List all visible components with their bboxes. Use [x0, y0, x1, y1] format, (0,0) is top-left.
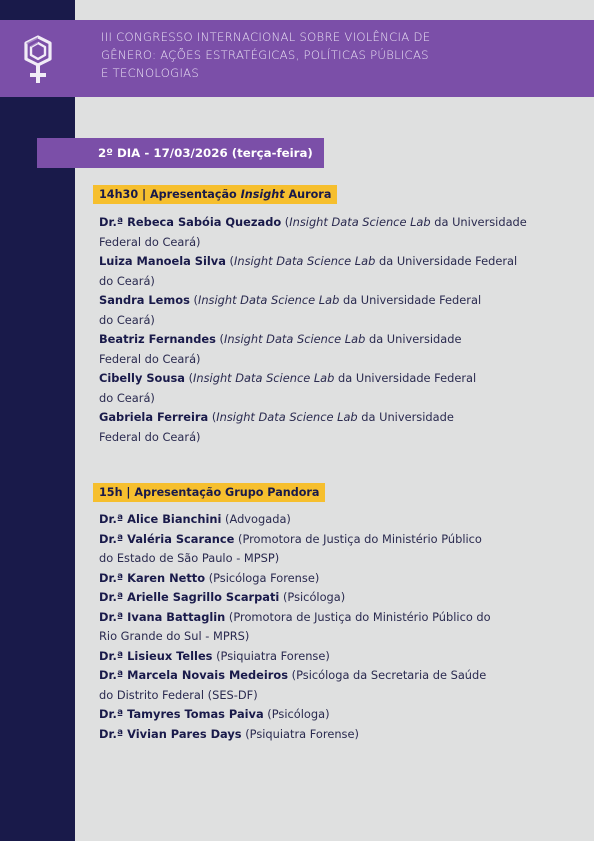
speaker-name: Gabriela Ferreira — [99, 410, 209, 424]
speaker-paren: ( — [215, 332, 224, 346]
speaker-affiliation: (Psicóloga Forense) — [205, 570, 320, 585]
speaker-entry — [99, 291, 544, 330]
speaker-affiliation: (Psiquiatra Forense) — [241, 726, 359, 741]
speaker-name: Dr.ª Karen Netto — [99, 570, 206, 585]
speaker-affiliation: da Universidade Federal — [334, 371, 477, 385]
speaker-entry — [99, 369, 544, 408]
speaker-entry — [99, 588, 544, 608]
speaker-affiliation-cont: Federal do Ceará) — [99, 234, 201, 249]
speaker-name: Dr.ª Valéria Scarance — [99, 531, 235, 546]
speaker-affiliation: (Psicóloga da Secretaria de Saúde — [288, 668, 487, 682]
speaker-line — [99, 608, 544, 628]
speaker-entry — [99, 530, 544, 569]
speaker-lab: Insight Data Science Lab — [197, 293, 340, 307]
speaker-line — [99, 666, 544, 686]
speaker-affiliation: (Advogada) — [221, 512, 291, 526]
speaker-entry — [99, 330, 544, 369]
speaker-line — [99, 252, 544, 272]
speaker-line — [99, 647, 544, 667]
speaker-lab: Insight Data Science Lab — [289, 215, 431, 229]
speaker-lab: Insight Data Science Lab — [216, 410, 358, 424]
speaker-name: Dr.ª Rebeca Sabóia Quezado — [99, 215, 282, 229]
speaker-line — [99, 588, 544, 608]
speaker-line — [99, 705, 544, 725]
speaker-line — [99, 369, 544, 389]
speaker-name: Sandra Lemos — [99, 293, 190, 307]
speaker-name: Luiza Manoela Silva — [99, 254, 226, 268]
speaker-affiliation: da Universidade — [357, 410, 454, 424]
day-banner: 2º DIA - 17/03/2026 (terça-feira) — [37, 138, 324, 168]
speaker-affiliation-cont: do Ceará) — [99, 390, 155, 405]
event-title-line: GÊNERO: AÇÕES ESTRATÉGICAS, POLÍTICAS PÚBLICAS — [101, 48, 429, 62]
speaker-lab: Insight Data Science Lab — [193, 371, 335, 385]
speaker-entry — [99, 666, 544, 705]
session-tag-italic: Insight — [240, 188, 285, 201]
speaker-affiliation: (Psicóloga) — [263, 707, 330, 721]
speaker-affiliation-cont: do Ceará) — [99, 312, 155, 327]
speaker-entry — [99, 705, 544, 725]
speaker-lab: Insight Data Science Lab — [234, 254, 376, 268]
speaker-line — [99, 725, 544, 745]
speaker-affiliation-cont: Federal do Ceará) — [99, 429, 201, 444]
speaker-paren: ( — [189, 293, 198, 307]
speaker-line — [99, 291, 544, 311]
speaker-affiliation: (Psiquiatra Forense) — [212, 648, 330, 663]
event-title-line: E TECNOLOGIAS — [101, 66, 200, 80]
speaker-name: Dr.ª Marcela Novais Medeiros — [99, 668, 289, 682]
speaker-paren: ( — [281, 215, 290, 229]
speaker-affiliation-cont: do Distrito Federal (SES-DF) — [99, 687, 258, 702]
speaker-affiliation-cont: do Estado de São Paulo - MPSP) — [99, 551, 280, 565]
speaker-name: Beatriz Fernandes — [99, 332, 216, 346]
speaker-line — [99, 569, 544, 589]
speaker-lab: Insight Data Science Lab — [223, 332, 366, 346]
session-tag-text: 14h30 | Apresentação — [99, 188, 241, 201]
speaker-affiliation: da Universidade Federal — [375, 254, 518, 268]
event-title — [101, 28, 501, 82]
session-tag-pandora: 15h | Apresentação Grupo Pandora — [93, 483, 325, 502]
speaker-entry — [99, 252, 544, 291]
speaker-name: Dr.ª Arielle Sagrillo Scarpati — [99, 590, 280, 604]
speaker-affiliation: (Psicóloga) — [279, 590, 346, 604]
speaker-line — [99, 530, 544, 550]
speaker-paren: ( — [208, 410, 217, 424]
speaker-entry — [99, 725, 544, 745]
speaker-affiliation: (Promotora de Justiça do Ministério Público — [234, 531, 482, 546]
speaker-affiliation: da Universidade — [430, 215, 527, 229]
sidebar-strip — [0, 0, 75, 841]
speaker-entry — [99, 647, 544, 667]
speaker-line — [99, 510, 544, 530]
speaker-name: Dr.ª Tamyres Tomas Paiva — [99, 707, 264, 721]
speaker-line — [99, 213, 544, 233]
speaker-entry — [99, 569, 544, 589]
speaker-paren: ( — [225, 254, 234, 268]
speaker-entry — [99, 608, 544, 647]
venus-symbol-icon — [18, 34, 58, 86]
session-tag-aurora — [93, 185, 337, 204]
speaker-name: Dr.ª Alice Bianchini — [99, 512, 222, 526]
speaker-paren: ( — [184, 371, 194, 385]
speaker-affiliation: da Universidade — [365, 332, 462, 346]
speaker-affiliation: (Promotora de Justiça do Ministério Público do — [225, 609, 491, 624]
speaker-line — [99, 330, 544, 350]
speaker-name: Dr.ª Lisieux Telles — [99, 648, 213, 663]
speaker-name: Cibelly Sousa — [99, 371, 185, 385]
speaker-list-aurora — [99, 213, 544, 447]
speaker-line — [99, 408, 544, 428]
speaker-name: Dr.ª Ivana Battaglin — [99, 609, 226, 624]
speaker-entry — [99, 408, 544, 447]
speaker-affiliation-cont: Federal do Ceará) — [99, 351, 201, 366]
event-title-line: III CONGRESSO INTERNACIONAL SOBRE VIOLÊNCIA DE — [101, 30, 431, 44]
speaker-entry — [99, 213, 544, 252]
speaker-entry — [99, 510, 544, 530]
session-tag-text: Aurora — [284, 188, 332, 201]
speaker-affiliation-cont: do Ceará) — [99, 273, 155, 288]
speaker-affiliation: da Universidade Federal — [339, 293, 482, 307]
speaker-name: Dr.ª Vivian Pares Days — [99, 726, 242, 741]
speaker-list-pandora — [99, 510, 544, 744]
header-banner — [0, 20, 594, 97]
speaker-affiliation-cont: Rio Grande do Sul - MPRS) — [99, 629, 250, 643]
